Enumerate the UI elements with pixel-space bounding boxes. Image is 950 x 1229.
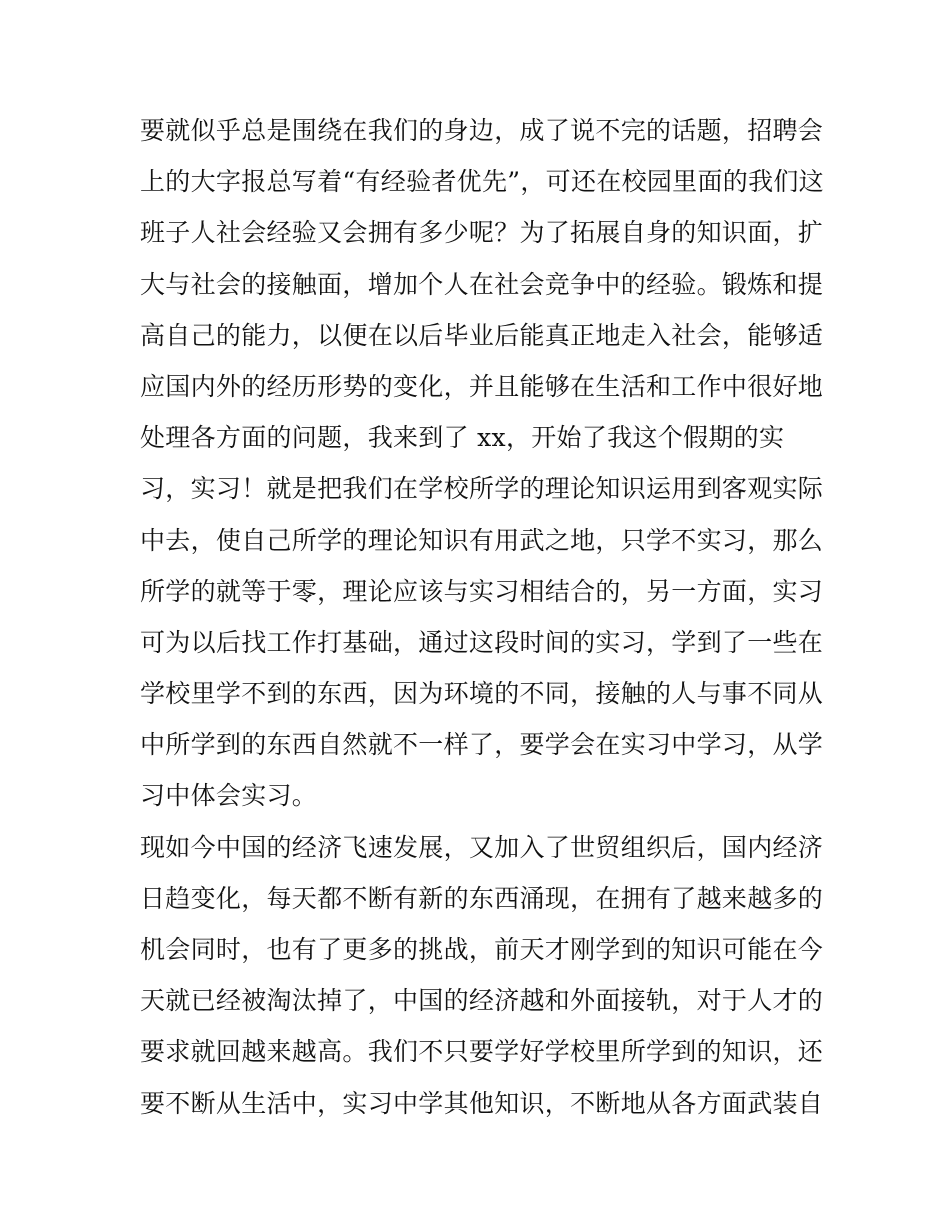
text-line: 日趋变化，每天都不断有新的东西涌现，在拥有了越来越多的 — [140, 883, 824, 913]
text-line: 机会同时，也有了更多的挑战，前天才刚学到的知识可能在今 — [140, 935, 824, 964]
text-line: 中去，使自己所学的理论知识有用武之地，只学不实习，那么 — [140, 525, 824, 555]
text-line: 天就已经被淘汰掉了，中国的经济越和外面接轨，对于人才的 — [140, 986, 824, 1016]
text-line: 可为以后找工作打基础，通过这段时间的实习，学到了一些在 — [140, 627, 824, 657]
text-line: 要求就回越来越高。我们不只要学好学校里所学到的知识，还 — [140, 1037, 824, 1067]
text-line: 要就似乎总是围绕在我们的身边，成了说不完的话题，招聘会 — [140, 116, 824, 145]
text-line: 现如今中国的经济飞速发展，又加入了世贸组织后，国内经济 — [140, 832, 824, 862]
text-line: 所学的就等于零，理论应该与实习相结合的，另一方面，实习 — [140, 576, 824, 606]
text-line: 高自己的能力，以便在以后毕业后能真正地走入社会，能够适 — [140, 320, 824, 350]
text-line: 应国内外的经历形势的变化，并且能够在生活和工作中很好地 — [140, 371, 824, 401]
text-line: 中所学到的东西自然就不一样了，要学会在实习中学习，从学 — [140, 730, 824, 760]
text-line: 学校里学不到的东西，因为环境的不同，接触的人与事不同从 — [140, 679, 824, 709]
text-line: 习，实习！就是把我们在学校所学的理论知识运用到客观实际 — [140, 474, 824, 504]
text-line: 处理各方面的问题，我来到了 xx，开始了我这个假期的实 — [140, 423, 785, 453]
body-text — [140, 105, 824, 1129]
text-line: 习中体会实习。 — [140, 781, 318, 811]
text-line: 要不断从生活中，实习中学其他知识，不断地从各方面武装自 — [140, 1088, 824, 1118]
text-line: 上的大字报总写着“有经验者优先”，可还在校园里面的我们这 — [140, 167, 824, 197]
text-line: 班子人社会经验又会拥有多少呢？为了拓展自身的知识面，扩 — [140, 218, 824, 248]
text-line: 大与社会的接触面，增加个人在社会竞争中的经验。锻炼和提 — [140, 269, 824, 299]
